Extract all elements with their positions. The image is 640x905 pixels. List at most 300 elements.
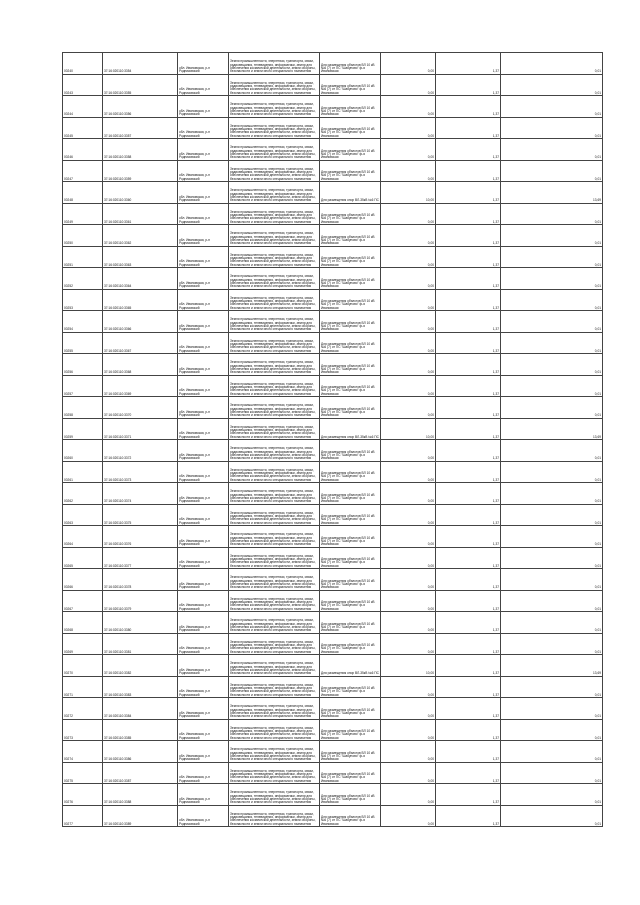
rate-cell: 1,37	[436, 590, 501, 612]
land-category-cell: Земли промышленности, энергетики, транспорта, связи, радиовещания, телевидения, информатики, земли для обеспечения космической деятельности, земли обороны, безопасности и земли иного специального назначения	[229, 289, 320, 311]
row-id-cell: 00248	[63, 182, 103, 204]
cadastral-number-cell: 37:16:020110:3356	[103, 96, 178, 118]
rate-cell: 1,37	[436, 655, 501, 677]
cadastral-number-cell: 37:16:020110:3362	[103, 225, 178, 247]
table-row	[63, 332, 603, 354]
permitted-use-cell: Для размещения объектов ВЛ 10 кВ №6 (7) от ПС "Шабуново" ф-я Ивановская	[320, 354, 381, 376]
cadastral-number-cell: 37:16:020110:3365	[103, 289, 178, 311]
cadastral-number-cell: 37:16:020110:3367	[103, 332, 178, 354]
permitted-use-cell: Для размещения объектов ВЛ 10 кВ №6 (7) от ПС "Шабуново" ф-я Ивановская	[320, 547, 381, 569]
location-cell: обл. Ивановская, р-н Родниковский	[178, 289, 229, 311]
land-category-cell: Земли промышленности, энергетики, транспорта, связи, радиовещания, телевидения, информатики, земли для обеспечения космической деятельности, земли обороны, безопасности и земли иного специального назначения	[229, 332, 320, 354]
cadastral-number-cell: 37:16:020110:3369	[103, 375, 178, 397]
cadastral-number-cell: 37:16:020110:3361	[103, 203, 178, 225]
table-row	[63, 53, 603, 75]
permitted-use-cell: Для размещения объектов ВЛ 10 кВ №6 (7) от ПС "Шабуново" ф-я Ивановская	[320, 246, 381, 268]
location-cell: обл. Ивановская, р-н Родниковский	[178, 311, 229, 333]
value-cell: 0,01	[501, 526, 603, 548]
land-category-cell: Земли промышленности, энергетики, транспорта, связи, радиовещания, телевидения, информатики, земли для обеспечения космической деятельности, земли обороны, безопасности и земли иного специального назначения	[229, 139, 320, 161]
value-cell: 0,01	[501, 440, 603, 462]
area-cell: 0,00	[381, 526, 436, 548]
location-cell: обл. Ивановская, р-н Родниковский	[178, 117, 229, 139]
permitted-use-cell: Для размещения объектов ВЛ 10 кВ №6 (7) от ПС "Шабуново" ф-я Ивановская	[320, 397, 381, 419]
area-cell: 0,00	[381, 504, 436, 526]
rate-cell: 1,37	[436, 182, 501, 204]
permitted-use-cell: Для размещения опор ВЛ-35кВ №6 ПС	[320, 182, 381, 204]
area-cell: 0,00	[381, 805, 436, 827]
land-category-cell: Земли промышленности, энергетики, транспорта, связи, радиовещания, телевидения, информатики, земли для обеспечения космической деятельности, земли обороны, безопасности и земли иного специального назначения	[229, 698, 320, 720]
area-cell: 0,00	[381, 719, 436, 741]
location-cell: обл. Ивановская, р-н Родниковский	[178, 53, 229, 75]
table-row	[63, 418, 603, 440]
row-id-cell: 00250	[63, 225, 103, 247]
location-cell: обл. Ивановская, р-н Родниковский	[178, 397, 229, 419]
rate-cell: 1,37	[436, 246, 501, 268]
permitted-use-cell: Для размещения объектов ВЛ 10 кВ №6 (7) от ПС "Шабуново" ф-я Ивановская	[320, 504, 381, 526]
area-cell: 0,00	[381, 698, 436, 720]
table-row	[63, 741, 603, 763]
permitted-use-cell: Для размещения объектов ВЛ 10 кВ №6 (7) от ПС "Шабуново" ф-я Ивановская	[320, 526, 381, 548]
value-cell: 0,01	[501, 698, 603, 720]
table-row	[63, 633, 603, 655]
area-cell: 0,00	[381, 289, 436, 311]
permitted-use-cell: Для размещения объектов ВЛ 10 кВ №6 (7) от ПС "Шабуново" ф-я Ивановская	[320, 805, 381, 827]
row-id-cell: 00258	[63, 397, 103, 419]
cadastral-number-cell: 37:16:020110:3383	[103, 676, 178, 698]
area-cell: 0,00	[381, 569, 436, 591]
table-row	[63, 612, 603, 634]
cadastral-number-cell: 37:16:020110:3371	[103, 418, 178, 440]
cadastral-number-cell: 37:16:020110:3377	[103, 547, 178, 569]
land-category-cell: Земли промышленности, энергетики, транспорта, связи, радиовещания, телевидения, информатики, земли для обеспечения космической деятельности, земли обороны, безопасности и земли иного специального назначения	[229, 182, 320, 204]
table-row	[63, 74, 603, 96]
area-cell: 0,00	[381, 203, 436, 225]
land-category-cell: Земли промышленности, энергетики, транспорта, связи, радиовещания, телевидения, информатики, земли для обеспечения космической деятельности, земли обороны, безопасности и земли иного специального назначения	[229, 526, 320, 548]
permitted-use-cell: Для размещения объектов ВЛ 10 кВ №6 (7) от ПС "Шабуново" ф-я Ивановская	[320, 117, 381, 139]
land-category-cell: Земли промышленности, энергетики, транспорта, связи, радиовещания, телевидения, информатики, земли для обеспечения космической деятельности, земли обороны, безопасности и земли иного специального назначения	[229, 268, 320, 290]
cadastral-number-cell: 37:16:020110:3388	[103, 784, 178, 806]
value-cell: 0,01	[501, 397, 603, 419]
area-cell: 0,00	[381, 246, 436, 268]
table-row	[63, 547, 603, 569]
cadastral-number-cell: 37:16:020110:3358	[103, 139, 178, 161]
rate-cell: 1,37	[436, 526, 501, 548]
area-cell: 0,00	[381, 160, 436, 182]
table-row	[63, 354, 603, 376]
row-id-cell: 00267	[63, 590, 103, 612]
row-id-cell: 00253	[63, 289, 103, 311]
land-category-cell: Земли промышленности, энергетики, транспорта, связи, радиовещания, телевидения, информатики, земли для обеспечения космической деятельности, земли обороны, безопасности и земли иного специального назначения	[229, 719, 320, 741]
rate-cell: 1,37	[436, 418, 501, 440]
permitted-use-cell: Для размещения объектов ВЛ 10 кВ №6 (7) от ПС "Шабуново" ф-я Ивановская	[320, 74, 381, 96]
area-cell: 0,00	[381, 784, 436, 806]
row-id-cell: 00255	[63, 332, 103, 354]
permitted-use-cell: Для размещения объектов ВЛ 10 кВ №6 (7) от ПС "Шабуново" ф-я Ивановская	[320, 762, 381, 784]
location-cell: обл. Ивановская, р-н Родниковский	[178, 461, 229, 483]
cadastral-number-cell: 37:16:020110:3375	[103, 504, 178, 526]
permitted-use-cell: Для размещения объектов ВЛ 10 кВ №6 (7) от ПС "Шабуново" ф-я Ивановская	[320, 268, 381, 290]
value-cell: 13,69	[501, 418, 603, 440]
document-page	[62, 52, 601, 827]
permitted-use-cell: Для размещения объектов ВЛ 10 кВ №6 (7) от ПС "Шабуново" ф-я Ивановская	[320, 160, 381, 182]
area-cell: 0,00	[381, 762, 436, 784]
rate-cell: 1,37	[436, 741, 501, 763]
location-cell: обл. Ивановская, р-н Родниковский	[178, 418, 229, 440]
area-cell: 0,00	[381, 225, 436, 247]
location-cell: обл. Ивановская, р-н Родниковский	[178, 354, 229, 376]
permitted-use-cell: Для размещения объектов ВЛ 10 кВ №6 (7) от ПС "Шабуново" ф-я Ивановская	[320, 96, 381, 118]
table-row	[63, 440, 603, 462]
land-category-cell: Земли промышленности, энергетики, транспорта, связи, радиовещания, телевидения, информатики, земли для обеспечения космической деятельности, земли обороны, безопасности и земли иного специального назначения	[229, 741, 320, 763]
area-cell: 0,00	[381, 375, 436, 397]
rate-cell: 1,37	[436, 53, 501, 75]
cadastral-number-cell: 37:16:020110:3363	[103, 246, 178, 268]
row-id-cell: 00245	[63, 117, 103, 139]
permitted-use-cell: Для размещения объектов ВЛ 10 кВ №6 (7) от ПС "Шабуново" ф-я Ивановская	[320, 633, 381, 655]
row-id-cell: 00249	[63, 203, 103, 225]
location-cell: обл. Ивановская, р-н Родниковский	[178, 569, 229, 591]
location-cell: обл. Ивановская, р-н Родниковский	[178, 784, 229, 806]
location-cell: обл. Ивановская, р-н Родниковский	[178, 440, 229, 462]
area-cell: 0,00	[381, 354, 436, 376]
table-row	[63, 397, 603, 419]
rate-cell: 1,37	[436, 354, 501, 376]
area-cell: 0,00	[381, 397, 436, 419]
value-cell: 0,01	[501, 268, 603, 290]
land-category-cell: Земли промышленности, энергетики, транспорта, связи, радиовещания, телевидения, информатики, земли для обеспечения космической деятельности, земли обороны, безопасности и земли иного специального назначения	[229, 246, 320, 268]
row-id-cell: 00246	[63, 139, 103, 161]
area-cell: 0,00	[381, 74, 436, 96]
row-id-cell: 00271	[63, 676, 103, 698]
area-cell: 0,00	[381, 741, 436, 763]
value-cell: 0,01	[501, 139, 603, 161]
land-category-cell: Земли промышленности, энергетики, транспорта, связи, радиовещания, телевидения, информатики, земли для обеспечения космической деятельности, земли обороны, безопасности и земли иного специального назначения	[229, 547, 320, 569]
land-category-cell: Земли промышленности, энергетики, транспорта, связи, радиовещания, телевидения, информатики, земли для обеспечения космической деятельности, земли обороны, безопасности и земли иного специального назначения	[229, 676, 320, 698]
row-id-cell: 00273	[63, 719, 103, 741]
value-cell: 0,01	[501, 504, 603, 526]
cadastral-number-cell: 37:16:020110:3354	[103, 53, 178, 75]
area-cell: 0,00	[381, 483, 436, 505]
row-id-cell: 00264	[63, 526, 103, 548]
value-cell: 0,01	[501, 246, 603, 268]
land-category-cell: Земли промышленности, энергетики, транспорта, связи, радиовещания, телевидения, информатики, земли для обеспечения космической деятельности, земли обороны, безопасности и земли иного специального назначения	[229, 53, 320, 75]
rate-cell: 1,37	[436, 96, 501, 118]
table-row	[63, 590, 603, 612]
area-cell: 10,00	[381, 182, 436, 204]
value-cell: 0,01	[501, 762, 603, 784]
permitted-use-cell: Для размещения объектов ВЛ 10 кВ №6 (7) от ПС "Шабуново" ф-я Ивановская	[320, 590, 381, 612]
area-cell: 0,00	[381, 96, 436, 118]
cadastral-number-cell: 37:16:020110:3378	[103, 569, 178, 591]
cadastral-number-cell: 37:16:020110:3368	[103, 354, 178, 376]
rate-cell: 1,37	[436, 805, 501, 827]
table-row	[63, 289, 603, 311]
location-cell: обл. Ивановская, р-н Родниковский	[178, 698, 229, 720]
row-id-cell: 00268	[63, 612, 103, 634]
value-cell: 0,01	[501, 461, 603, 483]
rate-cell: 1,37	[436, 375, 501, 397]
value-cell: 0,01	[501, 483, 603, 505]
permitted-use-cell: Для размещения объектов ВЛ 10 кВ №6 (7) от ПС "Шабуново" ф-я Ивановская	[320, 440, 381, 462]
location-cell: обл. Ивановская, р-н Родниковский	[178, 246, 229, 268]
area-cell: 0,00	[381, 440, 436, 462]
cadastral-number-cell: 37:16:020110:3355	[103, 74, 178, 96]
area-cell: 0,00	[381, 139, 436, 161]
value-cell: 0,01	[501, 53, 603, 75]
table-row	[63, 96, 603, 118]
rate-cell: 1,37	[436, 633, 501, 655]
row-id-cell: 00247	[63, 160, 103, 182]
row-id-cell: 00259	[63, 418, 103, 440]
value-cell: 0,01	[501, 719, 603, 741]
area-cell: 0,00	[381, 53, 436, 75]
cadastral-number-cell: 37:16:020110:3360	[103, 182, 178, 204]
rate-cell: 1,37	[436, 483, 501, 505]
table-row	[63, 461, 603, 483]
area-cell: 0,00	[381, 332, 436, 354]
value-cell: 0,01	[501, 74, 603, 96]
location-cell: обл. Ивановская, р-н Родниковский	[178, 332, 229, 354]
land-category-cell: Земли промышленности, энергетики, транспорта, связи, радиовещания, телевидения, информатики, земли для обеспечения космической деятельности, земли обороны, безопасности и земли иного специального назначения	[229, 590, 320, 612]
value-cell: 0,01	[501, 289, 603, 311]
row-id-cell: 00244	[63, 96, 103, 118]
rate-cell: 1,37	[436, 784, 501, 806]
location-cell: обл. Ивановская, р-н Родниковский	[178, 96, 229, 118]
rate-cell: 1,37	[436, 74, 501, 96]
row-id-cell: 00243	[63, 74, 103, 96]
land-category-cell: Земли промышленности, энергетики, транспорта, связи, радиовещания, телевидения, информатики, земли для обеспечения космической деятельности, земли обороны, безопасности и земли иного специального назначения	[229, 483, 320, 505]
permitted-use-cell: Для размещения объектов ВЛ 10 кВ №6 (7) от ПС "Шабуново" ф-я Ивановская	[320, 289, 381, 311]
table-row	[63, 719, 603, 741]
location-cell: обл. Ивановская, р-н Родниковский	[178, 483, 229, 505]
rate-cell: 1,37	[436, 289, 501, 311]
row-id-cell: 00240	[63, 53, 103, 75]
value-cell: 0,01	[501, 676, 603, 698]
table-row	[63, 311, 603, 333]
area-cell: 0,00	[381, 547, 436, 569]
row-id-cell: 00263	[63, 504, 103, 526]
location-cell: обл. Ивановская, р-н Родниковский	[178, 719, 229, 741]
location-cell: обл. Ивановская, р-н Родниковский	[178, 139, 229, 161]
permitted-use-cell: Для размещения опор ВЛ-35кВ №6 ПС	[320, 655, 381, 677]
cadastral-number-cell: 37:16:020110:3382	[103, 655, 178, 677]
rate-cell: 1,37	[436, 332, 501, 354]
area-cell: 0,00	[381, 633, 436, 655]
value-cell: 0,01	[501, 203, 603, 225]
land-category-cell: Земли промышленности, энергетики, транспорта, связи, радиовещания, телевидения, информатики, земли для обеспечения космической деятельности, земли обороны, безопасности и земли иного специального назначения	[229, 117, 320, 139]
land-category-cell: Земли промышленности, энергетики, транспорта, связи, радиовещания, телевидения, информатики, земли для обеспечения космической деятельности, земли обороны, безопасности и земли иного специального назначения	[229, 160, 320, 182]
area-cell: 0,00	[381, 590, 436, 612]
permitted-use-cell: Для размещения объектов ВЛ 10 кВ №6 (7) от ПС "Шабуново" ф-я Ивановская	[320, 332, 381, 354]
area-cell: 0,00	[381, 676, 436, 698]
rate-cell: 1,37	[436, 676, 501, 698]
value-cell: 0,01	[501, 569, 603, 591]
land-category-cell: Земли промышленности, энергетики, транспорта, связи, радиовещания, телевидения, информатики, земли для обеспечения космической деятельности, земли обороны, безопасности и земли иного специального назначения	[229, 440, 320, 462]
cadastral-number-cell: 37:16:020110:3357	[103, 117, 178, 139]
location-cell: обл. Ивановская, р-н Родниковский	[178, 203, 229, 225]
cadastral-number-cell: 37:16:020110:3364	[103, 268, 178, 290]
land-category-cell: Земли промышленности, энергетики, транспорта, связи, радиовещания, телевидения, информатики, земли для обеспечения космической деятельности, земли обороны, безопасности и земли иного специального назначения	[229, 203, 320, 225]
table-row	[63, 268, 603, 290]
land-category-cell: Земли промышленности, энергетики, транспорта, связи, радиовещания, телевидения, информатики, земли для обеспечения космической деятельности, земли обороны, безопасности и земли иного специального назначения	[229, 633, 320, 655]
cadastral-number-cell: 37:16:020110:3387	[103, 762, 178, 784]
value-cell: 0,01	[501, 612, 603, 634]
location-cell: обл. Ивановская, р-н Родниковский	[178, 741, 229, 763]
row-id-cell: 00265	[63, 547, 103, 569]
rate-cell: 1,37	[436, 762, 501, 784]
location-cell: обл. Ивановская, р-н Родниковский	[178, 676, 229, 698]
table-row	[63, 504, 603, 526]
location-cell: обл. Ивановская, р-н Родниковский	[178, 547, 229, 569]
cadastral-number-cell: 37:16:020110:3374	[103, 483, 178, 505]
table-row	[63, 762, 603, 784]
row-id-cell: 00251	[63, 246, 103, 268]
row-id-cell: 00252	[63, 268, 103, 290]
area-cell: 0,00	[381, 612, 436, 634]
value-cell: 0,01	[501, 633, 603, 655]
location-cell: обл. Ивановская, р-н Родниковский	[178, 612, 229, 634]
land-category-cell: Земли промышленности, энергетики, транспорта, связи, радиовещания, телевидения, информатики, земли для обеспечения космической деятельности, земли обороны, безопасности и земли иного специального назначения	[229, 762, 320, 784]
rate-cell: 1,37	[436, 504, 501, 526]
area-cell: 0,00	[381, 461, 436, 483]
value-cell: 0,01	[501, 117, 603, 139]
area-cell: 10,00	[381, 655, 436, 677]
value-cell: 0,01	[501, 805, 603, 827]
rate-cell: 1,37	[436, 139, 501, 161]
cadastral-number-cell: 37:16:020110:3376	[103, 526, 178, 548]
permitted-use-cell: Для размещения объектов ВЛ 10 кВ №6 (7) от ПС "Шабуново" ф-я Ивановская	[320, 569, 381, 591]
value-cell: 13,69	[501, 655, 603, 677]
location-cell: обл. Ивановская, р-н Родниковский	[178, 225, 229, 247]
rate-cell: 1,37	[436, 698, 501, 720]
location-cell: обл. Ивановская, р-н Родниковский	[178, 74, 229, 96]
location-cell: обл. Ивановская, р-н Родниковский	[178, 633, 229, 655]
permitted-use-cell: Для размещения объектов ВЛ 10 кВ №6 (7) от ПС "Шабуново" ф-я Ивановская	[320, 483, 381, 505]
rate-cell: 1,37	[436, 612, 501, 634]
value-cell: 0,01	[501, 784, 603, 806]
land-category-cell: Земли промышленности, энергетики, транспорта, связи, радиовещания, телевидения, информатики, земли для обеспечения космической деятельности, земли обороны, безопасности и земли иного специального назначения	[229, 504, 320, 526]
row-id-cell: 00261	[63, 461, 103, 483]
rate-cell: 1,37	[436, 203, 501, 225]
table-row	[63, 246, 603, 268]
rate-cell: 1,37	[436, 569, 501, 591]
value-cell: 0,01	[501, 332, 603, 354]
table-row	[63, 569, 603, 591]
row-id-cell: 00256	[63, 354, 103, 376]
permitted-use-cell: Для размещения объектов ВЛ 10 кВ №6 (7) от ПС "Шабуново" ф-я Ивановская	[320, 676, 381, 698]
permitted-use-cell: Для размещения объектов ВЛ 10 кВ №6 (7) от ПС "Шабуново" ф-я Ивановская	[320, 698, 381, 720]
cadastral-number-cell: 37:16:020110:3359	[103, 160, 178, 182]
row-id-cell: 00274	[63, 741, 103, 763]
area-cell: 0,00	[381, 311, 436, 333]
value-cell: 0,01	[501, 354, 603, 376]
land-category-cell: Земли промышленности, энергетики, транспорта, связи, радиовещания, телевидения, информатики, земли для обеспечения космической деятельности, земли обороны, безопасности и земли иного специального назначения	[229, 805, 320, 827]
cadastral-number-cell: 37:16:020110:3379	[103, 590, 178, 612]
permitted-use-cell: Для размещения объектов ВЛ 10 кВ №6 (7) от ПС "Шабуново" ф-я Ивановская	[320, 53, 381, 75]
location-cell: обл. Ивановская, р-н Родниковский	[178, 160, 229, 182]
table-row	[63, 698, 603, 720]
cadastral-number-cell: 37:16:020110:3372	[103, 440, 178, 462]
permitted-use-cell: Для размещения объектов ВЛ 10 кВ №6 (7) от ПС "Шабуново" ф-я Ивановская	[320, 375, 381, 397]
table-row	[63, 139, 603, 161]
area-cell: 0,00	[381, 117, 436, 139]
value-cell: 0,01	[501, 375, 603, 397]
land-category-cell: Земли промышленности, энергетики, транспорта, связи, радиовещания, телевидения, информатики, земли для обеспечения космической деятельности, земли обороны, безопасности и земли иного специального назначения	[229, 74, 320, 96]
cadastral-number-cell: 37:16:020110:3370	[103, 397, 178, 419]
rate-cell: 1,37	[436, 547, 501, 569]
land-category-cell: Земли промышленности, энергетики, транспорта, связи, радиовещания, телевидения, информатики, земли для обеспечения космической деятельности, земли обороны, безопасности и земли иного специального назначения	[229, 96, 320, 118]
location-cell: обл. Ивановская, р-н Родниковский	[178, 590, 229, 612]
table-row	[63, 203, 603, 225]
table-row	[63, 526, 603, 548]
location-cell: обл. Ивановская, р-н Родниковский	[178, 504, 229, 526]
land-category-cell: Земли промышленности, энергетики, транспорта, связи, радиовещания, телевидения, информатики, земли для обеспечения космической деятельности, земли обороны, безопасности и земли иного специального назначения	[229, 461, 320, 483]
row-id-cell: 00266	[63, 569, 103, 591]
permitted-use-cell: Для размещения объектов ВЛ 10 кВ №6 (7) от ПС "Шабуново" ф-я Ивановская	[320, 139, 381, 161]
rate-cell: 1,37	[436, 311, 501, 333]
value-cell: 13,69	[501, 182, 603, 204]
row-id-cell: 00275	[63, 762, 103, 784]
table-row	[63, 655, 603, 677]
land-category-cell: Земли промышленности, энергетики, транспорта, связи, радиовещания, телевидения, информатики, земли для обеспечения космической деятельности, земли обороны, безопасности и земли иного специального назначения	[229, 225, 320, 247]
land-category-cell: Земли промышленности, энергетики, транспорта, связи, радиовещания, телевидения, информатики, земли для обеспечения космической деятельности, земли обороны, безопасности и земли иного специального назначения	[229, 612, 320, 634]
row-id-cell: 00272	[63, 698, 103, 720]
permitted-use-cell: Для размещения объектов ВЛ 10 кВ №6 (7) от ПС "Шабуново" ф-я Ивановская	[320, 311, 381, 333]
permitted-use-cell: Для размещения объектов ВЛ 10 кВ №6 (7) от ПС "Шабуново" ф-я Ивановская	[320, 461, 381, 483]
table-body	[63, 53, 603, 827]
permitted-use-cell: Для размещения объектов ВЛ 10 кВ №6 (7) от ПС "Шабуново" ф-я Ивановская	[320, 784, 381, 806]
location-cell: обл. Ивановская, р-н Родниковский	[178, 526, 229, 548]
rate-cell: 1,37	[436, 719, 501, 741]
value-cell: 0,01	[501, 590, 603, 612]
land-category-cell: Земли промышленности, энергетики, транспорта, связи, радиовещания, телевидения, информатики, земли для обеспечения космической деятельности, земли обороны, безопасности и земли иного специального назначения	[229, 375, 320, 397]
permitted-use-cell: Для размещения опор ВЛ-35кВ №6 ПС	[320, 418, 381, 440]
location-cell: обл. Ивановская, р-н Родниковский	[178, 762, 229, 784]
row-id-cell: 00254	[63, 311, 103, 333]
rate-cell: 1,37	[436, 160, 501, 182]
area-cell: 10,00	[381, 418, 436, 440]
table-row	[63, 784, 603, 806]
land-category-cell: Земли промышленности, энергетики, транспорта, связи, радиовещания, телевидения, информатики, земли для обеспечения космической деятельности, земли обороны, безопасности и земли иного специального назначения	[229, 397, 320, 419]
cadastral-number-cell: 37:16:020110:3385	[103, 719, 178, 741]
row-id-cell: 00257	[63, 375, 103, 397]
value-cell: 0,01	[501, 96, 603, 118]
location-cell: обл. Ивановская, р-н Родниковский	[178, 655, 229, 677]
rate-cell: 1,37	[436, 461, 501, 483]
land-category-cell: Земли промышленности, энергетики, транспорта, связи, радиовещания, телевидения, информатики, земли для обеспечения космической деятельности, земли обороны, безопасности и земли иного специального назначения	[229, 655, 320, 677]
table-row	[63, 182, 603, 204]
row-id-cell: 00269	[63, 633, 103, 655]
permitted-use-cell: Для размещения объектов ВЛ 10 кВ №6 (7) от ПС "Шабуново" ф-я Ивановская	[320, 719, 381, 741]
table-row	[63, 117, 603, 139]
permitted-use-cell: Для размещения объектов ВЛ 10 кВ №6 (7) от ПС "Шабуново" ф-я Ивановская	[320, 225, 381, 247]
cadastral-number-cell: 37:16:020110:3389	[103, 805, 178, 827]
cadastral-number-cell: 37:16:020110:3381	[103, 633, 178, 655]
land-category-cell: Земли промышленности, энергетики, транспорта, связи, радиовещания, телевидения, информатики, земли для обеспечения космической деятельности, земли обороны, безопасности и земли иного специального назначения	[229, 311, 320, 333]
row-id-cell: 00276	[63, 784, 103, 806]
land-category-cell: Земли промышленности, энергетики, транспорта, связи, радиовещания, телевидения, информатики, земли для обеспечения космической деятельности, земли обороны, безопасности и земли иного специального назначения	[229, 569, 320, 591]
area-cell: 0,00	[381, 268, 436, 290]
permitted-use-cell: Для размещения объектов ВЛ 10 кВ №6 (7) от ПС "Шабуново" ф-я Ивановская	[320, 203, 381, 225]
value-cell: 0,01	[501, 741, 603, 763]
permitted-use-cell: Для размещения объектов ВЛ 10 кВ №6 (7) от ПС "Шабуново" ф-я Ивановская	[320, 612, 381, 634]
cadastral-number-cell: 37:16:020110:3366	[103, 311, 178, 333]
table-row	[63, 805, 603, 827]
table-row	[63, 676, 603, 698]
table-row	[63, 483, 603, 505]
table-row	[63, 225, 603, 247]
rate-cell: 1,37	[436, 397, 501, 419]
